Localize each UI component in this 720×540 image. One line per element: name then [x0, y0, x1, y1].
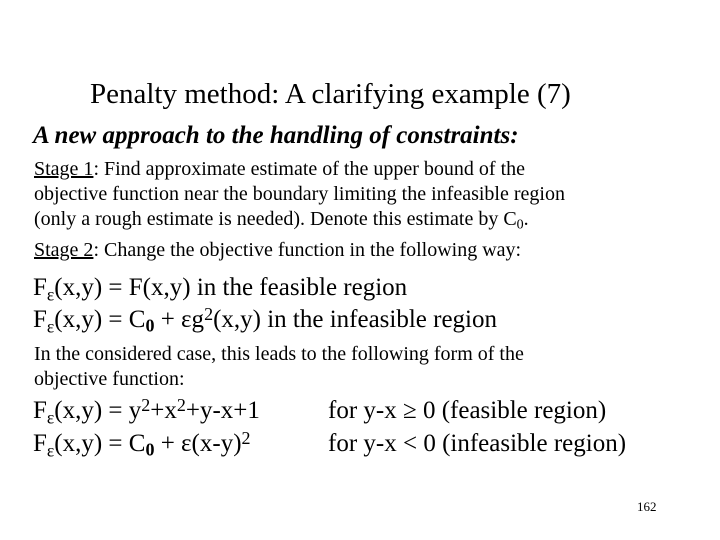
eq3-part2: +x — [150, 397, 177, 424]
eq2-part3: (x,y) in the infeasible region — [213, 306, 497, 333]
eq4-superscript: 2 — [241, 427, 251, 448]
page-number: 162 — [637, 499, 657, 514]
eq2-part2: + εg — [154, 306, 205, 333]
eq2-superscript: 2 — [204, 303, 214, 324]
eq2-f: F — [33, 306, 47, 333]
stage1-c-subscript: 0 — [516, 217, 524, 233]
stage2-label: Stage 2 — [34, 238, 94, 261]
eq3-part3: +y-x+1 — [185, 397, 260, 424]
stage1-text1: : Find approximate estimate of the upper bound of the — [93, 158, 525, 180]
equation-infeasible — [33, 303, 497, 337]
eq4-c-subscript: 0 — [145, 439, 155, 460]
stage1-text3: (only a rough estimate is needed). Denote this estimate by C — [34, 208, 517, 230]
stage2-line — [34, 238, 694, 263]
slide-subtitle: A new approach to the handling of constraints: — [33, 122, 519, 149]
eq2-part1: (x,y) = C — [54, 306, 146, 333]
eq3-sup2: 2 — [176, 394, 186, 415]
slide-title: Penalty method: A clarifying example (7) — [90, 78, 571, 110]
considered-paragraph — [34, 342, 524, 392]
stage1-line2: objective function near the boundary limiting the infeasible region — [34, 183, 565, 205]
equation-feasible — [33, 274, 407, 305]
considered-line1: In the considered case, this leads to the following form of the — [34, 343, 524, 365]
eq1-rest: (x,y) = F(x,y) in the feasible region — [54, 274, 408, 301]
considered-line2: objective function: — [34, 368, 185, 390]
eq3-epsilon-subscript: ε — [46, 407, 55, 428]
eq4-part2: + ε(x-y) — [154, 430, 242, 457]
eq4-f: F — [33, 430, 47, 457]
objective-feasible-condition: for y-x ≥ 0 (feasible region) — [328, 397, 607, 424]
objective-feasible-formula — [33, 394, 260, 428]
stage1-text3-end: . — [523, 208, 529, 230]
objective-infeasible-condition: for y-x < 0 (infeasible region) — [328, 430, 627, 457]
stages-paragraph — [34, 157, 694, 263]
objective-infeasible-formula — [33, 427, 251, 461]
eq3-sup1: 2 — [141, 394, 151, 415]
eq3-f: F — [33, 397, 47, 424]
eq3-part1: (x,y) = y — [54, 397, 142, 424]
stage1-line3 — [34, 207, 694, 238]
eq4-epsilon-subscript: ε — [46, 440, 55, 461]
eq4-part1: (x,y) = C — [54, 430, 146, 457]
stage1-label: Stage 1 — [34, 158, 94, 180]
eq2-c-subscript: 0 — [145, 315, 155, 336]
eq2-epsilon-subscript: ε — [46, 316, 55, 337]
eq1-epsilon-subscript: ε — [46, 284, 55, 305]
stage2-text: : Change the objective function in the following way: — [93, 238, 522, 261]
eq1-f: F — [33, 274, 47, 301]
stage1-line1 — [34, 157, 694, 182]
